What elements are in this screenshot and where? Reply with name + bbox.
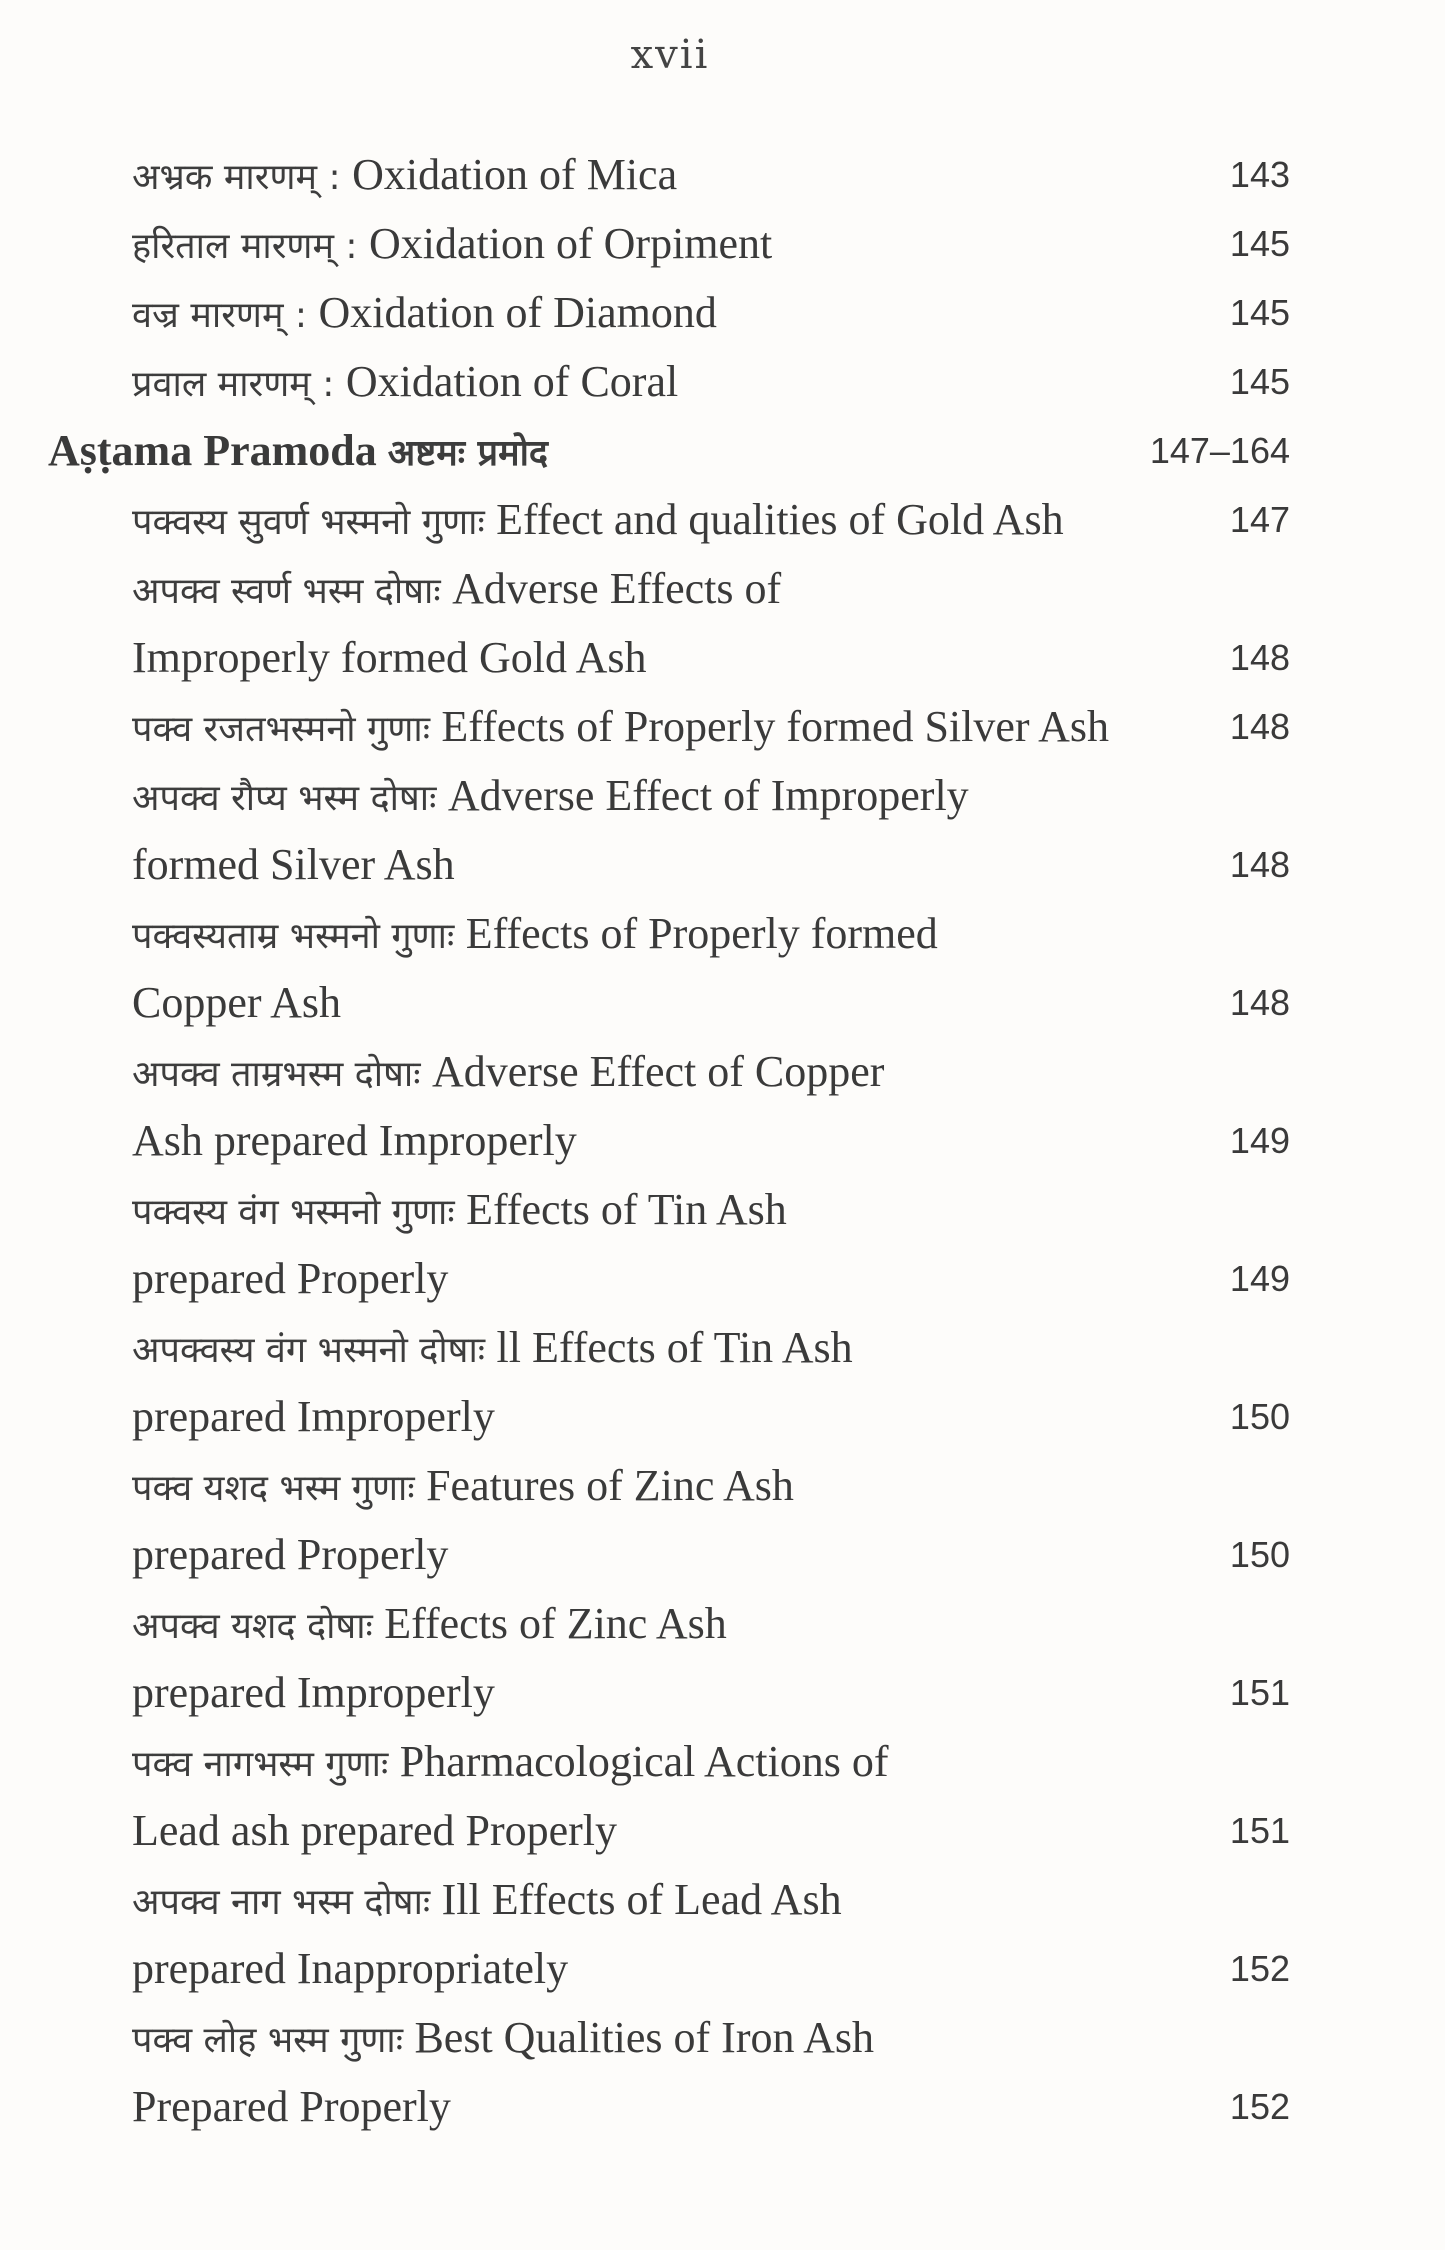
entry-title-english: Ash prepared Improperly	[132, 1116, 577, 1165]
entry-title-english: Best Qualities of Iron Ash	[414, 2013, 874, 2062]
entry-title-english: prepared Properly	[132, 1530, 449, 1579]
page-ref: 148	[1229, 637, 1290, 678]
entry-title-english: Effects of Tin Ash	[466, 1185, 787, 1234]
toc-entry-continuation	[0, 968, 1445, 1037]
toc-entry-text	[132, 278, 717, 350]
page-ref: 148	[1229, 844, 1290, 885]
entry-title-english: Lead ash prepared Properly	[132, 1806, 618, 1855]
toc-entry-text	[132, 209, 772, 281]
entry-title-english: Effect and qualities of Gold Ash	[496, 495, 1064, 544]
entry-title-english: Oxidation of Mica	[352, 150, 678, 199]
toc-entry-continuation	[0, 1106, 1445, 1175]
entry-title-sanskrit: अभ्रक मारणम् :	[132, 157, 353, 198]
toc-entry-text	[132, 1175, 787, 1247]
entry-title-english: Oxidation of Orpiment	[369, 219, 773, 268]
page-ref: 152	[1229, 1948, 1290, 1989]
toc-entry-text	[132, 485, 1064, 557]
toc-entry-text	[132, 623, 646, 694]
toc-entry	[0, 347, 1445, 416]
entry-title-sanskrit: पक्वस्य वंग भस्मनो गुणाः	[132, 1192, 467, 1233]
entry-title-sanskrit: हरिताल मारणम् :	[132, 226, 370, 267]
entry-title-sanskrit: अपक्व नाग भस्म दोषाः	[132, 1882, 442, 1923]
entry-title-sanskrit: पक्व रजतभस्मनो गुणाः	[132, 709, 442, 750]
page-ref: 148	[1229, 982, 1290, 1023]
toc-entry-text	[48, 416, 548, 488]
toc-entry-text	[132, 1382, 495, 1453]
toc-entry-continuation	[0, 1934, 1445, 2003]
toc-entry	[0, 1313, 1445, 1382]
toc-entry-text	[132, 968, 341, 1039]
toc-entry	[0, 1175, 1445, 1244]
entry-title-english: prepared Inappropriately	[132, 1944, 569, 1993]
entry-title-english: prepared Properly	[132, 1254, 449, 1303]
toc-entry-text	[132, 1796, 617, 1867]
entry-title-english: ll Effects of Tin Ash	[496, 1323, 853, 1372]
page-number: xvii	[630, 32, 710, 78]
toc-entry-text	[132, 140, 677, 212]
entry-title-english: Oxidation of Diamond	[318, 288, 717, 337]
entry-title-sanskrit: पक्व यशद भस्म गुणाः	[132, 1468, 427, 1509]
toc-entry-text	[132, 2003, 874, 2075]
section-title-sanskrit: अष्टमः प्रमोद	[387, 433, 549, 474]
entry-title-sanskrit: पक्वस्यताम्र भस्मनो गुणाः	[132, 916, 466, 957]
toc-entry	[0, 1865, 1445, 1934]
entry-title-english: Adverse Effect of Copper	[431, 1047, 885, 1096]
toc-entry-text	[132, 761, 969, 833]
toc-entry	[0, 1037, 1445, 1106]
toc-entry-text	[132, 1865, 842, 1937]
entry-title-sanskrit: अपक्वस्य वंग भस्मनो दोषाः	[132, 1330, 497, 1371]
page-ref: 151	[1229, 1672, 1290, 1713]
toc-entry-continuation	[0, 623, 1445, 692]
entry-title-english: Oxidation of Coral	[345, 357, 679, 406]
entry-title-english: Features of Zinc Ash	[426, 1461, 794, 1510]
page-ref: 145	[1229, 361, 1290, 402]
toc-entry-text	[132, 1934, 568, 2005]
entry-title-sanskrit: अपक्व स्वर्ण भस्म दोषाः	[132, 571, 453, 612]
toc-entry-text	[132, 347, 678, 419]
page-ref: 152	[1229, 2086, 1290, 2127]
toc-entry-continuation	[0, 1658, 1445, 1727]
toc-entry-text	[132, 1658, 495, 1729]
entry-title-sanskrit: वज्र मारणम् :	[132, 295, 319, 336]
page-ref: 147–164	[1149, 430, 1290, 471]
toc-section-heading	[0, 416, 1445, 485]
entry-title-sanskrit: अपक्व यशद दोषाः	[132, 1606, 385, 1647]
entry-title-english: Improperly formed Gold Ash	[132, 633, 647, 682]
toc-entry-text	[132, 1106, 577, 1177]
page-ref: 151	[1229, 1810, 1290, 1851]
entry-title-sanskrit: अपक्व रौप्य भस्म दोषाः	[132, 778, 448, 819]
toc-entry	[0, 485, 1445, 554]
toc-entry-text	[132, 1451, 794, 1523]
entry-title-sanskrit: प्रवाल मारणम् :	[132, 364, 346, 405]
toc-entry-text	[132, 692, 1109, 764]
toc-entry-text	[132, 554, 781, 626]
entry-title-english: Pharmacological Actions of	[399, 1737, 889, 1786]
toc-entry	[0, 209, 1445, 278]
entry-title-english: Adverse Effect of Improperly	[447, 771, 969, 820]
toc-entry-text	[132, 1037, 884, 1109]
page-ref: 143	[1229, 154, 1290, 195]
toc-entry-text	[132, 1244, 448, 1315]
page-ref: 149	[1229, 1258, 1290, 1299]
toc-entry-text	[132, 1589, 727, 1661]
toc-entry	[0, 140, 1445, 209]
table-of-contents	[0, 140, 1445, 2141]
entry-title-english: Adverse Effects of	[452, 564, 782, 613]
entry-title-english: formed Silver Ash	[132, 840, 455, 889]
toc-entry-text	[132, 1727, 889, 1799]
page-ref: 148	[1229, 706, 1290, 747]
toc-entry-text	[132, 1520, 448, 1591]
page-ref: 150	[1229, 1396, 1290, 1437]
entry-title-sanskrit: अपक्व ताम्रभस्म दोषाः	[132, 1054, 432, 1095]
toc-entry	[0, 761, 1445, 830]
page-ref: 145	[1229, 223, 1290, 264]
page-ref: 149	[1229, 1120, 1290, 1161]
toc-entry	[0, 278, 1445, 347]
toc-entry	[0, 692, 1445, 761]
section-title-english: Aṣṭama Pramoda	[48, 426, 388, 475]
toc-entry-continuation	[0, 1382, 1445, 1451]
toc-entry-continuation	[0, 1520, 1445, 1589]
entry-title-english: Copper Ash	[132, 978, 341, 1027]
toc-entry	[0, 1589, 1445, 1658]
entry-title-english: prepared Improperly	[132, 1668, 495, 1717]
toc-entry-continuation	[0, 830, 1445, 899]
toc-entry-text	[132, 899, 938, 971]
entry-title-sanskrit: पक्वस्य सुवर्ण भस्मनो गुणाः	[132, 502, 497, 543]
toc-entry	[0, 554, 1445, 623]
toc-entry-text	[132, 1313, 853, 1385]
toc-entry	[0, 1451, 1445, 1520]
toc-entry	[0, 1727, 1445, 1796]
page-ref: 147	[1229, 499, 1290, 540]
toc-entry-continuation	[0, 1796, 1445, 1865]
page-ref: 145	[1229, 292, 1290, 333]
entry-title-english: Effects of Properly formed	[465, 909, 938, 958]
toc-entry-text	[132, 830, 455, 901]
entry-title-english: Effects of Zinc Ash	[384, 1599, 727, 1648]
toc-entry-text	[132, 2072, 451, 2143]
entry-title-sanskrit: पक्व नागभस्म गुणाः	[132, 1744, 400, 1785]
toc-entry-continuation	[0, 2072, 1445, 2141]
toc-entry	[0, 899, 1445, 968]
entry-title-english: prepared Improperly	[132, 1392, 495, 1441]
entry-title-english: Ill Effects of Lead Ash	[441, 1875, 842, 1924]
page-ref: 150	[1229, 1534, 1290, 1575]
entry-title-sanskrit: पक्व लोह भस्म गुणाः	[132, 2020, 415, 2061]
toc-entry	[0, 2003, 1445, 2072]
entry-title-english: Effects of Properly formed Silver Ash	[441, 702, 1110, 751]
toc-entry-continuation	[0, 1244, 1445, 1313]
entry-title-english: Prepared Properly	[132, 2082, 451, 2131]
